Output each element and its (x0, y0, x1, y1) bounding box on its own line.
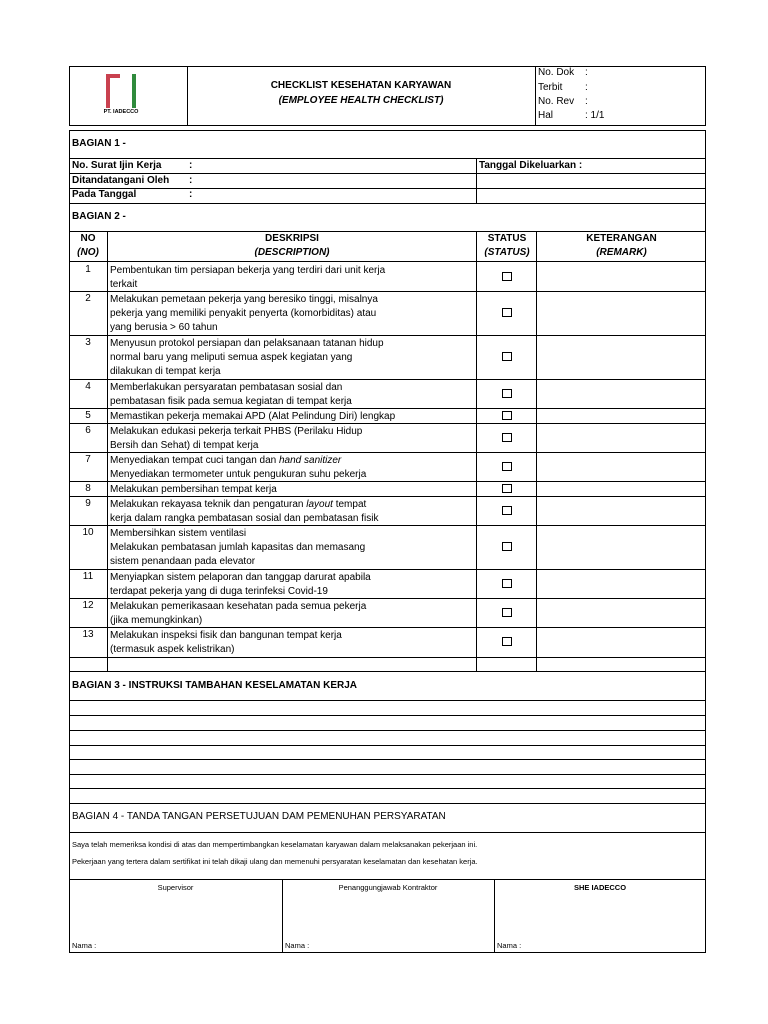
meta-value-no-rev: : (585, 96, 588, 107)
signer-she: SHE IADECCO (573, 883, 627, 892)
item-number: 9 (85, 498, 91, 509)
item-italic-term: hand sanitizer (279, 455, 342, 466)
rule (69, 671, 706, 672)
rule (476, 158, 477, 203)
item-number: 8 (85, 483, 91, 494)
rule (69, 788, 706, 789)
table-row (69, 627, 706, 657)
item-number: 11 (82, 571, 94, 582)
item-number: 2 (85, 293, 91, 304)
item-description-tail: tempat (332, 499, 367, 510)
bagian1-title: BAGIAN 1 - (72, 138, 126, 149)
item-description: dilakukan di tempat kerja (110, 366, 221, 377)
meta-value-no-dok: : (585, 67, 588, 78)
rule (69, 879, 706, 880)
status-checkbox[interactable] (502, 579, 512, 588)
meta-label-no-dok: No. Dok (538, 67, 575, 78)
table-row (69, 481, 706, 496)
table-row (69, 291, 706, 335)
item-description: Melakukan rekayasa teknik dan pengaturan layout tempat (110, 499, 367, 510)
item-description: Melakukan pemerikasaan kesehatan pada semua pekerja (110, 601, 367, 612)
nama-she[interactable]: Nama : (497, 941, 522, 950)
table-row (69, 452, 706, 481)
item-description: Menyiapkan sistem pelaporan dan tanggap darurat apabila (110, 572, 371, 583)
col-header-desc-en: (DESCRIPTION) (254, 247, 330, 258)
col-header-desc: DESKRIPSI (265, 233, 319, 244)
col-header-no: NO (80, 233, 96, 244)
rule (69, 803, 706, 804)
item-description: Melakukan pembersihan tempat kerja (110, 484, 277, 495)
meta-value-hal: : 1/1 (585, 110, 605, 121)
rule (69, 730, 706, 731)
item-number: 12 (82, 600, 94, 611)
status-checkbox[interactable] (502, 389, 512, 398)
item-description: sistem penandaan pada elevator (110, 556, 256, 567)
item-description: (jika memungkinkan) (110, 615, 203, 626)
item-italic-term: layout (306, 499, 333, 510)
status-checkbox[interactable] (502, 608, 512, 617)
nama-kontraktor[interactable]: Nama : (285, 941, 310, 950)
rule (69, 188, 706, 189)
item-description: normal baru yang meliputi semua aspek kegiatan yang (110, 352, 353, 363)
table-row (69, 335, 706, 379)
status-checkbox[interactable] (502, 542, 512, 551)
status-checkbox[interactable] (502, 352, 512, 361)
signer-kontraktor: Penanggungjawab Kontraktor (338, 883, 438, 892)
tanggal-dikeluarkan-label: Tanggal Dikeluarkan : (479, 160, 583, 171)
table-row (69, 423, 706, 452)
status-checkbox[interactable] (502, 411, 512, 420)
meta-value-terbit: : (585, 82, 588, 93)
rule (69, 657, 706, 658)
item-description: Melakukan pembatasan jumlah kapasitas dan memasang (110, 542, 366, 553)
item-number: 6 (85, 425, 91, 436)
rule (69, 745, 706, 746)
statement-1: Saya telah memeriksa kondisi di atas dan mempertimbangkan keselamatan karyawan dalam melaksanakan pekerjaan ini. (72, 840, 478, 849)
document-title: CHECKLIST KESEHATAN KARYAWAN (270, 80, 452, 91)
item-number: 7 (85, 454, 91, 465)
col-header-no-en: (NO) (77, 247, 99, 258)
item-description: Menyusun protokol persiapan dan pelaksanaan tatanan hidup (110, 338, 384, 349)
table-row (69, 598, 706, 627)
rule (69, 759, 706, 760)
item-description: Pembentukan tim persiapan bekerja yang terdiri dari unit kerja (110, 265, 386, 276)
surat-ijin-colon: : (189, 160, 193, 171)
item-number: 3 (85, 337, 91, 348)
item-number: 4 (85, 381, 91, 392)
bagian2-title: BAGIAN 2 - (72, 211, 126, 222)
rule (69, 203, 706, 204)
col-header-remark: KETERANGAN (586, 233, 657, 244)
table-row (69, 408, 706, 423)
table-row (69, 262, 706, 291)
table-row (69, 496, 706, 525)
item-description: Menyediakan termometer untuk pengukuran suhu pekerja (110, 469, 367, 480)
item-description: Bersih dan Sehat) di tempat kerja (110, 440, 259, 451)
table-row (69, 379, 706, 408)
pada-tanggal-label: Pada Tanggal (72, 189, 137, 200)
item-description: Melakukan pemetaan pekerja yang beresiko tinggi, misalnya (110, 294, 378, 305)
bagian3-title: BAGIAN 3 - INSTRUKSI TAMBAHAN KESELAMATAN KERJA (72, 680, 357, 691)
status-checkbox[interactable] (502, 433, 512, 442)
rule (69, 158, 706, 159)
item-description: kerja dalam rangka pembatasan sosial dan pembatasan fisik (110, 513, 379, 524)
item-number: 5 (85, 410, 91, 421)
surat-ijin-label: No. Surat Ijin Kerja (72, 160, 162, 171)
status-checkbox[interactable] (502, 637, 512, 646)
status-checkbox[interactable] (502, 506, 512, 515)
rule (69, 700, 706, 701)
item-description: Melakukan inspeksi fisik dan bangunan tempat kerja (110, 630, 342, 641)
col-header-remark-en: (REMARK) (596, 247, 647, 258)
col-header-status: STATUS (487, 233, 527, 244)
status-checkbox[interactable] (502, 484, 512, 493)
status-checkbox[interactable] (502, 308, 512, 317)
item-number: 13 (82, 629, 94, 640)
company-logo (103, 74, 139, 110)
statement-2: Pekerjaan yang tertera dalam sertifikat ini telah dikaji ulang dan memenuhi persyaratan keselamatan dan kesehatan kerja. (72, 857, 478, 866)
ditandatangani-colon: : (189, 175, 193, 186)
signer-supervisor: Supervisor (157, 883, 194, 892)
item-description: (termasuk aspek kelistrikan) (110, 644, 235, 655)
item-description: Melakukan edukasi pekerja terkait PHBS (Perilaku Hidup (110, 426, 363, 437)
item-number: 1 (85, 264, 91, 275)
rule (69, 715, 706, 716)
item-description: pembatasan fisik pada semua kegiatan di tempat kerja (110, 396, 352, 407)
item-description: pekerja yang memiliki penyakit penyerta (komorbiditas) atau (110, 308, 377, 319)
table-row (69, 525, 706, 569)
status-checkbox[interactable] (502, 462, 512, 471)
table-row (69, 569, 706, 598)
company-name: PT. IADECCO (103, 109, 139, 115)
col-header-status-en: (STATUS) (484, 247, 530, 258)
bagian4-title: BAGIAN 4 - TANDA TANGAN PERSETUJUAN DAM PEMENUHAN PERSYARATAN (72, 811, 446, 822)
meta-label-no-rev: No. Rev (538, 96, 575, 107)
item-description: terkait (110, 279, 138, 290)
item-description: yang berusia > 60 tahun (110, 322, 218, 333)
item-number: 10 (82, 527, 94, 538)
item-description: Memberlakukan persyaratan pembatasan sosial dan (110, 382, 343, 393)
document-subtitle: (EMPLOYEE HEALTH CHECKLIST) (278, 95, 444, 106)
pada-tanggal-colon: : (189, 189, 193, 200)
meta-label-terbit: Terbit (538, 82, 563, 93)
rule (69, 774, 706, 775)
item-description: Menyediakan tempat cuci tangan dan hand sanitizer (110, 455, 342, 466)
meta-label-hal: Hal (538, 110, 554, 121)
nama-supervisor[interactable]: Nama : (72, 941, 97, 950)
item-description: Memastikan pekerja memakai APD (Alat Pelindung Diri) lengkap (110, 411, 396, 422)
ditandatangani-label: Ditandatangani Oleh (72, 175, 170, 186)
status-checkbox[interactable] (502, 272, 512, 281)
item-description: terdapat pekerja yang di duga terinfeksi Covid-19 (110, 586, 328, 597)
header-divider-right (535, 66, 536, 126)
item-description: Membersihkan sistem ventilasi (110, 528, 247, 539)
rule (69, 832, 706, 833)
